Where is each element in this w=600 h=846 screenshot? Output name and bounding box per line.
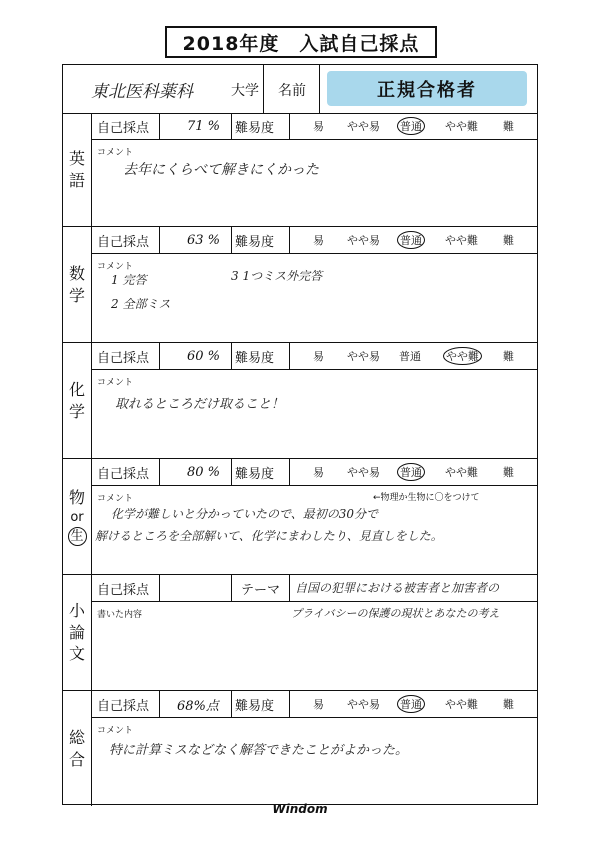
english-score: 71 %: [187, 118, 221, 134]
total-comment: 特に計算ミスなどなく解答できたことがよかった。: [109, 743, 409, 758]
total-score-row: 自己採点 68%点 難易度 易 やや易 普通 やや難 難: [91, 691, 537, 718]
section-biology: 物 or 生 自己採点 80 % 難易度 易 やや易 普通 やや難 難 コメント ←物理か生物に〇をつけて 化学が難しいと分かっていたので、最初の30分で 解けるところを全部解いて、化学にまわしたり、見直しをした。: [63, 459, 537, 575]
math-score-row: 自己採点 63 % 難易度 易 やや易 普通 やや難 難: [91, 227, 537, 254]
page-title: 2018年度 入試自己採点: [165, 26, 437, 58]
essay-content: プライバシーの保護の現状とあなたの考え: [291, 607, 500, 620]
bio-note: ←物理か生物に〇をつけて: [373, 493, 480, 503]
section-english: [63, 113, 537, 227]
subject-biology: 物 or 生: [63, 459, 92, 574]
university-name: 東北医科薬科: [91, 82, 193, 102]
chemistry-difficulty-selected: やや難: [443, 347, 482, 365]
difficulty-label: 難易度: [235, 120, 275, 136]
math-note-1: 1 完答: [111, 273, 147, 287]
subject-total: 総 合: [63, 691, 92, 806]
written-label: 書いた内容: [97, 610, 143, 620]
biology-circled-mark: 生: [68, 527, 87, 546]
section-chemistry: 化 学 自己採点 60 % 難易度 易 やや易 普通 やや難 難 コメント 取れるところだけ取ること！: [63, 343, 537, 459]
math-note-3: 3 1つミス外完答: [231, 269, 323, 283]
chemistry-score-row: 自己採点 60 % 難易度 易 やや易 普通 やや難 難: [91, 343, 537, 370]
english-difficulty-selected: 普通: [397, 117, 425, 135]
math-score: 63 %: [187, 232, 221, 248]
math-note-2: 2 全部ミス: [111, 297, 171, 311]
essay-theme-row: 自己採点 テーマ 自国の犯罪における被害者と加害者の: [91, 575, 537, 602]
biology-comment-line-2: 解けるところを全部解いて、化学にまわしたり、見直しをした。: [95, 529, 443, 543]
subject-essay: 小 論 文: [63, 575, 92, 690]
english-score-row: 自己採点 71 % 難易度 易 やや易 普通 やや難 難: [91, 113, 537, 140]
chemistry-score: 60 %: [187, 348, 221, 364]
university-label: 大学: [231, 83, 259, 99]
essay-theme: 自国の犯罪における被害者と加害者の: [295, 581, 500, 595]
biology-score-row: 自己採点 80 % 難易度 易 やや易 普通 やや難 難: [91, 459, 537, 486]
subject-chemistry: 化 学: [63, 343, 92, 458]
footer-brand: Windom: [272, 802, 328, 816]
math-difficulty-selected: 普通: [397, 231, 425, 249]
total-difficulty-selected: 普通: [397, 695, 425, 713]
biology-difficulty-selected: 普通: [397, 463, 425, 481]
name-label: 名前: [278, 83, 306, 99]
biology-score: 80 %: [187, 464, 221, 480]
total-score: 68%点: [177, 698, 219, 714]
score-sheet: [62, 64, 538, 805]
header-row: [63, 65, 537, 114]
section-essay: [63, 575, 537, 691]
status-badge: 正規合格者: [327, 71, 527, 106]
comment-label: コメント: [97, 148, 134, 158]
section-math: 数 学 自己採点 63 % 難易度 易 やや易 普通 やや難 難 コメント 1 完答 2 全部ミス 3 1つミス外完答: [63, 227, 537, 343]
self-score-label: 自己採点: [97, 120, 150, 136]
english-comment: 去年にくらべて解きにくかった: [123, 162, 319, 178]
subject-math: 数 学: [63, 227, 92, 342]
section-total: 総 合 自己採点 68%点 難易度 易 やや易 普通 やや難 難 コメント 特に計算ミスなどなく解答できたことがよかった。: [63, 691, 537, 806]
subject-english: 英 語: [63, 113, 92, 226]
chemistry-comment: 取れるところだけ取ること！: [115, 397, 285, 412]
biology-comment-line-1: 化学が難しいと分かっていたので、最初の30分で: [111, 507, 379, 521]
theme-label: テーマ: [241, 582, 281, 598]
